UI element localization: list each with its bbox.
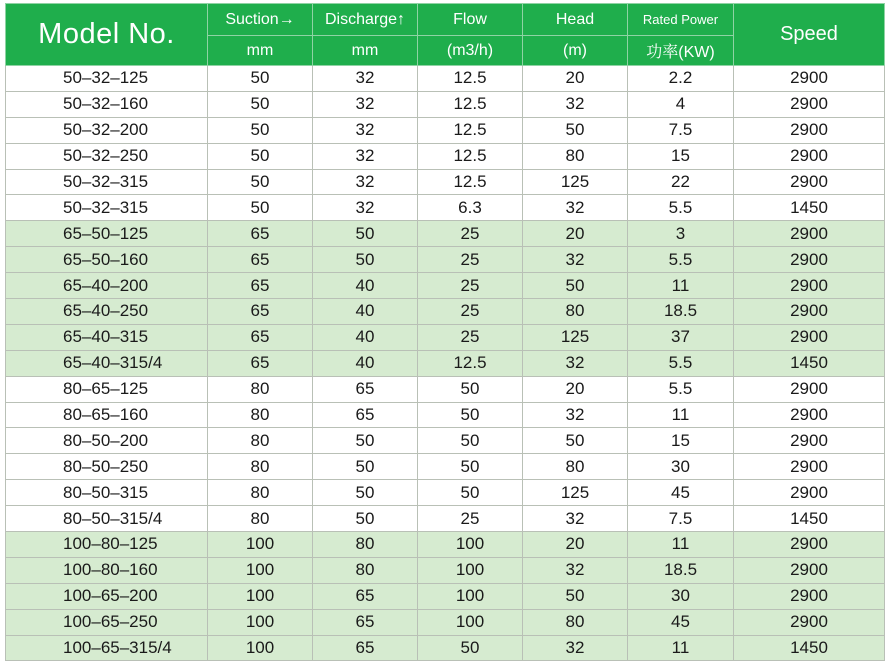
speed-cell: 2900 xyxy=(734,376,885,402)
power-cell: 7.5 xyxy=(628,117,734,143)
model-cell: 50–32–200 xyxy=(6,117,208,143)
power-cell: 11 xyxy=(628,273,734,299)
model-cell: 80–50–315 xyxy=(6,480,208,506)
head-cell: 50 xyxy=(523,583,628,609)
discharge-cell: 65 xyxy=(313,583,418,609)
table-row xyxy=(6,273,885,299)
pump-spec-table xyxy=(5,3,885,661)
model-cell: 50–32–125 xyxy=(6,66,208,92)
power-cell: 18.5 xyxy=(628,557,734,583)
discharge-cell: 50 xyxy=(313,221,418,247)
suction-cell: 100 xyxy=(208,635,313,661)
power-cell: 5.5 xyxy=(628,247,734,273)
flow-cell: 50 xyxy=(418,376,523,402)
suction-cell: 80 xyxy=(208,506,313,532)
table-row xyxy=(6,221,885,247)
suction-cell: 50 xyxy=(208,169,313,195)
model-cell: 50–32–315 xyxy=(6,169,208,195)
flow-unit: (m3/h) xyxy=(418,36,523,66)
table-row xyxy=(6,143,885,169)
power-cell: 5.5 xyxy=(628,350,734,376)
table-row xyxy=(6,609,885,635)
speed-cell: 2900 xyxy=(734,143,885,169)
table-row xyxy=(6,195,885,221)
flow-cell: 25 xyxy=(418,221,523,247)
table-row xyxy=(6,324,885,350)
table-row xyxy=(6,91,885,117)
speed-cell: 1450 xyxy=(734,635,885,661)
speed-cell: 2900 xyxy=(734,221,885,247)
table-row xyxy=(6,402,885,428)
head-cell: 80 xyxy=(523,143,628,169)
discharge-cell: 32 xyxy=(313,169,418,195)
power-cell: 11 xyxy=(628,532,734,558)
table-row xyxy=(6,583,885,609)
speed-cell: 2900 xyxy=(734,273,885,299)
discharge-cell: 40 xyxy=(313,350,418,376)
power-cell: 22 xyxy=(628,169,734,195)
suction-cell: 50 xyxy=(208,66,313,92)
power-cell: 3 xyxy=(628,221,734,247)
head-cell: 32 xyxy=(523,350,628,376)
head-cell: 125 xyxy=(523,324,628,350)
head-cell: 20 xyxy=(523,376,628,402)
model-cell: 100–80–125 xyxy=(6,532,208,558)
flow-cell: 50 xyxy=(418,454,523,480)
model-cell: 50–32–160 xyxy=(6,91,208,117)
head-cell: 32 xyxy=(523,247,628,273)
speed-cell: 2900 xyxy=(734,169,885,195)
model-cell: 65–40–250 xyxy=(6,299,208,325)
table-row xyxy=(6,557,885,583)
table-body xyxy=(6,66,885,661)
speed-cell: 2900 xyxy=(734,247,885,273)
suction-cell: 65 xyxy=(208,221,313,247)
model-cell: 100–80–160 xyxy=(6,557,208,583)
flow-cell: 100 xyxy=(418,583,523,609)
head-cell: 20 xyxy=(523,221,628,247)
model-cell: 50–32–315 xyxy=(6,195,208,221)
power-cell: 37 xyxy=(628,324,734,350)
head-cell: 50 xyxy=(523,273,628,299)
model-cell: 65–50–125 xyxy=(6,221,208,247)
table-header xyxy=(6,4,885,66)
discharge-cell: 80 xyxy=(313,532,418,558)
suction-header: Suction→ xyxy=(208,4,313,36)
flow-cell: 50 xyxy=(418,635,523,661)
flow-cell: 50 xyxy=(418,402,523,428)
power-cell: 11 xyxy=(628,402,734,428)
head-cell: 50 xyxy=(523,117,628,143)
table-row xyxy=(6,454,885,480)
discharge-cell: 40 xyxy=(313,324,418,350)
power-cell: 5.5 xyxy=(628,376,734,402)
table-row xyxy=(6,169,885,195)
power-cell: 15 xyxy=(628,428,734,454)
model-cell: 80–65–125 xyxy=(6,376,208,402)
head-cell: 32 xyxy=(523,402,628,428)
model-cell: 65–40–200 xyxy=(6,273,208,299)
power-cell: 30 xyxy=(628,583,734,609)
power-cell: 45 xyxy=(628,609,734,635)
power-unit: 功率(KW) xyxy=(628,36,734,66)
table-row xyxy=(6,66,885,92)
discharge-cell: 50 xyxy=(313,506,418,532)
head-unit: (m) xyxy=(523,36,628,66)
suction-cell: 65 xyxy=(208,350,313,376)
suction-cell: 65 xyxy=(208,299,313,325)
discharge-cell: 50 xyxy=(313,454,418,480)
head-cell: 32 xyxy=(523,195,628,221)
flow-cell: 6.3 xyxy=(418,195,523,221)
table-row xyxy=(6,247,885,273)
speed-cell: 2900 xyxy=(734,480,885,506)
model-no-header: Model No. xyxy=(6,4,208,66)
flow-cell: 100 xyxy=(418,557,523,583)
head-cell: 80 xyxy=(523,609,628,635)
table-row xyxy=(6,299,885,325)
speed-cell: 2900 xyxy=(734,117,885,143)
power-cell: 15 xyxy=(628,143,734,169)
head-cell: 80 xyxy=(523,454,628,480)
head-cell: 125 xyxy=(523,169,628,195)
head-cell: 32 xyxy=(523,557,628,583)
flow-cell: 50 xyxy=(418,480,523,506)
table-row xyxy=(6,428,885,454)
speed-cell: 2900 xyxy=(734,609,885,635)
speed-header: Speed xyxy=(734,4,885,66)
rated-power-header: Rated Power xyxy=(628,4,734,36)
flow-cell: 12.5 xyxy=(418,143,523,169)
suction-cell: 80 xyxy=(208,428,313,454)
power-cell: 5.5 xyxy=(628,195,734,221)
head-header: Head xyxy=(523,4,628,36)
flow-cell: 25 xyxy=(418,273,523,299)
suction-cell: 80 xyxy=(208,480,313,506)
suction-cell: 50 xyxy=(208,117,313,143)
model-cell: 100–65–315/4 xyxy=(6,635,208,661)
discharge-unit: mm xyxy=(313,36,418,66)
head-cell: 20 xyxy=(523,66,628,92)
speed-cell: 2900 xyxy=(734,583,885,609)
model-cell: 100–65–200 xyxy=(6,583,208,609)
table-row xyxy=(6,480,885,506)
discharge-cell: 50 xyxy=(313,428,418,454)
speed-cell: 1450 xyxy=(734,350,885,376)
head-cell: 125 xyxy=(523,480,628,506)
head-cell: 80 xyxy=(523,299,628,325)
discharge-cell: 32 xyxy=(313,66,418,92)
discharge-cell: 65 xyxy=(313,376,418,402)
discharge-cell: 65 xyxy=(313,609,418,635)
flow-header: Flow xyxy=(418,4,523,36)
discharge-cell: 65 xyxy=(313,402,418,428)
discharge-cell: 50 xyxy=(313,247,418,273)
model-cell: 65–40–315/4 xyxy=(6,350,208,376)
speed-cell: 2900 xyxy=(734,299,885,325)
flow-cell: 12.5 xyxy=(418,91,523,117)
power-cell: 4 xyxy=(628,91,734,117)
model-cell: 65–40–315 xyxy=(6,324,208,350)
suction-cell: 65 xyxy=(208,273,313,299)
flow-cell: 100 xyxy=(418,532,523,558)
head-cell: 50 xyxy=(523,428,628,454)
power-cell: 45 xyxy=(628,480,734,506)
discharge-cell: 32 xyxy=(313,195,418,221)
speed-cell: 2900 xyxy=(734,402,885,428)
model-cell: 80–65–160 xyxy=(6,402,208,428)
speed-cell: 1450 xyxy=(734,195,885,221)
suction-cell: 50 xyxy=(208,143,313,169)
discharge-cell: 40 xyxy=(313,299,418,325)
flow-cell: 25 xyxy=(418,506,523,532)
flow-cell: 12.5 xyxy=(418,169,523,195)
suction-cell: 80 xyxy=(208,454,313,480)
speed-cell: 2900 xyxy=(734,532,885,558)
discharge-cell: 80 xyxy=(313,557,418,583)
table-row xyxy=(6,350,885,376)
discharge-cell: 32 xyxy=(313,143,418,169)
head-cell: 32 xyxy=(523,91,628,117)
speed-cell: 2900 xyxy=(734,324,885,350)
flow-cell: 25 xyxy=(418,324,523,350)
discharge-cell: 40 xyxy=(313,273,418,299)
speed-cell: 2900 xyxy=(734,454,885,480)
model-cell: 50–32–250 xyxy=(6,143,208,169)
suction-cell: 100 xyxy=(208,583,313,609)
power-cell: 2.2 xyxy=(628,66,734,92)
power-cell: 11 xyxy=(628,635,734,661)
speed-cell: 2900 xyxy=(734,428,885,454)
suction-cell: 65 xyxy=(208,247,313,273)
flow-cell: 25 xyxy=(418,247,523,273)
flow-cell: 100 xyxy=(418,609,523,635)
suction-cell: 100 xyxy=(208,609,313,635)
suction-cell: 100 xyxy=(208,557,313,583)
discharge-cell: 65 xyxy=(313,635,418,661)
power-cell: 30 xyxy=(628,454,734,480)
power-cell: 7.5 xyxy=(628,506,734,532)
table-row xyxy=(6,376,885,402)
suction-cell: 80 xyxy=(208,376,313,402)
suction-cell: 100 xyxy=(208,532,313,558)
suction-cell: 50 xyxy=(208,195,313,221)
table-row xyxy=(6,117,885,143)
model-cell: 80–50–315/4 xyxy=(6,506,208,532)
flow-cell: 50 xyxy=(418,428,523,454)
table-row xyxy=(6,635,885,661)
flow-cell: 12.5 xyxy=(418,117,523,143)
speed-cell: 2900 xyxy=(734,91,885,117)
suction-cell: 50 xyxy=(208,91,313,117)
table-row xyxy=(6,506,885,532)
suction-cell: 80 xyxy=(208,402,313,428)
head-cell: 20 xyxy=(523,532,628,558)
discharge-cell: 50 xyxy=(313,480,418,506)
table-row xyxy=(6,532,885,558)
suction-cell: 65 xyxy=(208,324,313,350)
flow-cell: 12.5 xyxy=(418,350,523,376)
discharge-cell: 32 xyxy=(313,117,418,143)
model-cell: 65–50–160 xyxy=(6,247,208,273)
model-cell: 100–65–250 xyxy=(6,609,208,635)
speed-cell: 2900 xyxy=(734,557,885,583)
model-cell: 80–50–200 xyxy=(6,428,208,454)
discharge-cell: 32 xyxy=(313,91,418,117)
flow-cell: 12.5 xyxy=(418,66,523,92)
model-cell: 80–50–250 xyxy=(6,454,208,480)
head-cell: 32 xyxy=(523,506,628,532)
head-cell: 32 xyxy=(523,635,628,661)
power-cell: 18.5 xyxy=(628,299,734,325)
flow-cell: 25 xyxy=(418,299,523,325)
speed-cell: 2900 xyxy=(734,66,885,92)
suction-unit: mm xyxy=(208,36,313,66)
discharge-header: Discharge↑ xyxy=(313,4,418,36)
speed-cell: 1450 xyxy=(734,506,885,532)
